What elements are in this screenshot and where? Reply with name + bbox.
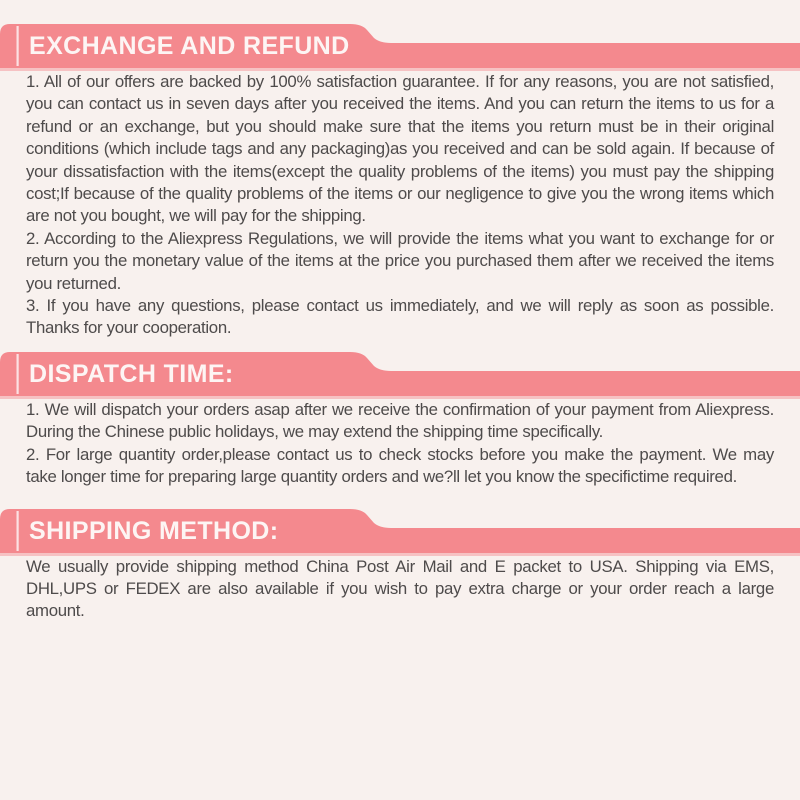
policy-paragraph-refund-1: 1. All of our offers are backed by 100% satisfaction guarantee. If for any reasons, you are not satisfied, you can contact us in seven days after you received the items. And you can return the items to us for a refund or an exchange, but you should make sure that the items you return must be in their original conditions (which include tags and any packaging)as you received and can be sold again. If because of your dissatisfaction with the items(except the quality problems of the items) you must pay the shipping cost;If because of the quality problems of the items or our negligence to give you the wrong items which are not you bought, we will pay for the shipping. (26, 72, 774, 226)
section-title-shipping-method: SHIPPING METHOD: (29, 516, 279, 545)
section-header-exchange-refund (0, 24, 800, 71)
policy-paragraph-dispatch-2: 2. For large quantity order,please contact us to check stocks before you make the payment. We may take longer time for preparing large quantity orders and we?ll let you know the specifictime required. (26, 444, 774, 487)
policy-paragraph-shipping-1: We usually provide shipping method China Post Air Mail and E packet to USA. Shipping via EMS, DHL,UPS or FEDEX are also available if you wish to pay extra charge or your order reach a large amount. (26, 556, 774, 621)
ribbon-divider-line (17, 511, 19, 551)
policy-paragraph-dispatch-1: 1. We will dispatch your orders asap after we receive the confirmation of your payment from Aliexpress. During the Chinese public holidays, we may extend the shipping time specifically. (26, 399, 774, 442)
ribbon-divider-line (17, 354, 19, 394)
section-header-shipping-method (0, 509, 800, 556)
policy-paragraph-refund-2: 2. According to the Aliexpress Regulations, we will provide the items what you want to exchange for or return you the monetary value of the items at the price you purchased them after we received the items you returned. (26, 228, 774, 293)
section-header-dispatch-time (0, 352, 800, 399)
ribbon-divider-line (17, 26, 19, 66)
section-title-exchange-refund: EXCHANGE AND REFUND (29, 32, 350, 60)
policy-paragraph-refund-3: 3. If you have any questions, please contact us immediately, and we will reply as soon as possible. Thanks for your cooperation. (26, 296, 774, 338)
section-title-dispatch-time: DISPATCH TIME: (29, 359, 234, 388)
